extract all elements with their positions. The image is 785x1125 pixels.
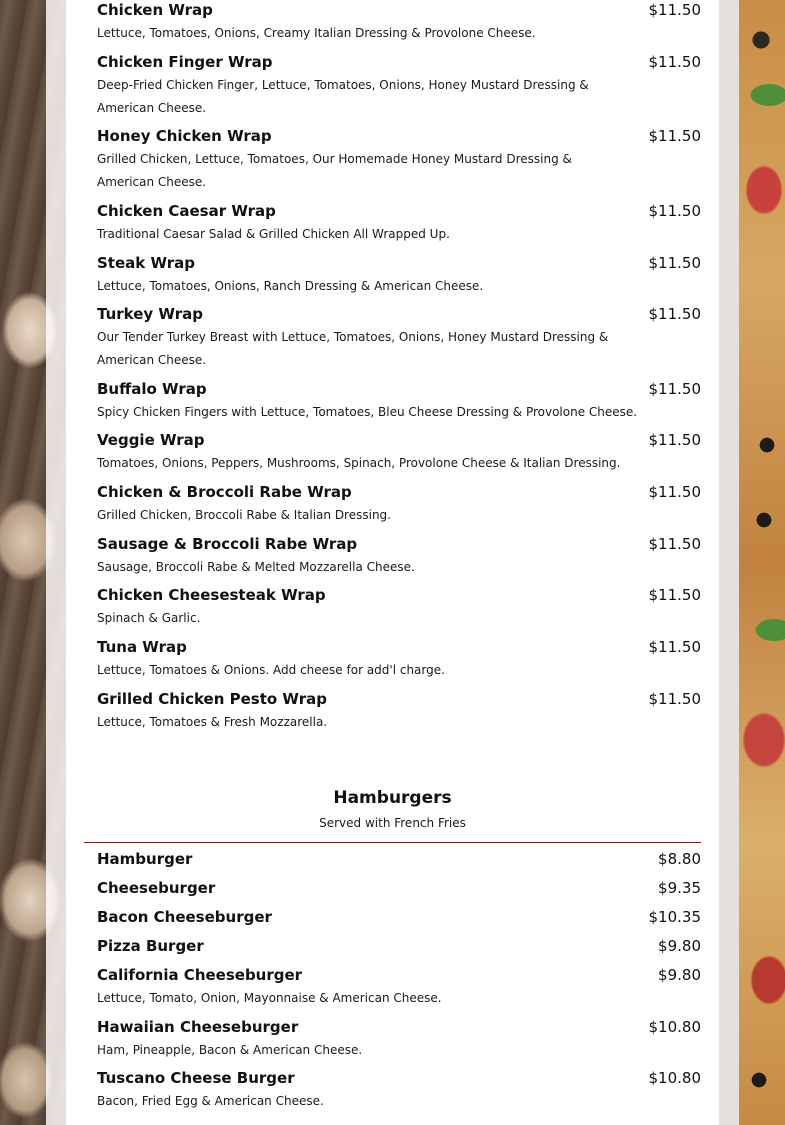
- item-name: Chicken Finger Wrap: [97, 53, 273, 71]
- item-price: $11.50: [648, 483, 701, 501]
- item-price: $10.80: [648, 1018, 701, 1036]
- item-price: $11.50: [648, 254, 701, 272]
- menu-item-chicken-wrap[interactable]: [97, 1, 701, 45]
- item-price: $8.80: [658, 850, 701, 868]
- item-description: Sausage, Broccoli Rabe & Melted Mozzarella Cheese.: [97, 560, 415, 574]
- background-photo-right: [739, 0, 785, 1125]
- item-name: California Cheeseburger: [97, 966, 303, 984]
- item-name: Pizza Burger: [97, 937, 204, 955]
- menu-item-chicken-broccoli-rabe-wrap[interactable]: [97, 483, 701, 527]
- section-divider: [84, 842, 701, 843]
- menu-item-tuscano-cheese-burger[interactable]: [97, 1069, 701, 1113]
- item-price: $11.50: [648, 305, 701, 323]
- item-price: $9.35: [658, 879, 701, 897]
- menu-item-bacon-cheeseburger[interactable]: [97, 908, 701, 926]
- item-name: Buffalo Wrap: [97, 380, 207, 398]
- item-name: Hawaiian Cheeseburger: [97, 1018, 299, 1036]
- item-name: Grilled Chicken Pesto Wrap: [97, 690, 327, 708]
- item-price: $11.50: [648, 202, 701, 220]
- item-name: Hamburger: [97, 850, 193, 868]
- item-description: Our Tender Turkey Breast with Lettuce, Tomatoes, Onions, Honey Mustard Dressing & American Cheese.: [97, 330, 609, 367]
- item-price: $11.50: [648, 1, 701, 19]
- menu-item-chicken-cheesesteak-wrap[interactable]: [97, 586, 701, 630]
- menu-item-buffalo-wrap[interactable]: [97, 380, 701, 424]
- item-description: Tomatoes, Onions, Peppers, Mushrooms, Spinach, Provolone Cheese & Italian Dressing.: [97, 456, 621, 470]
- item-name: Sausage & Broccoli Rabe Wrap: [97, 535, 358, 553]
- menu-item-veggie-wrap[interactable]: [97, 431, 701, 475]
- item-name: Veggie Wrap: [97, 431, 205, 449]
- item-description: Spinach & Garlic.: [97, 611, 201, 625]
- menu-item-hawaiian-cheeseburger[interactable]: [97, 1018, 701, 1062]
- item-price: $11.50: [648, 380, 701, 398]
- item-name: Tuna Wrap: [97, 638, 187, 656]
- section-title-hamburgers: Hamburgers: [333, 788, 452, 808]
- item-price: $9.80: [658, 937, 701, 955]
- menu-item-sausage-broccoli-rabe-wrap[interactable]: [97, 535, 701, 579]
- item-description: Deep-Fried Chicken Finger, Lettuce, Tomatoes, Onions, Honey Mustard Dressing & American Cheese.: [97, 78, 589, 115]
- menu-item-cheeseburger[interactable]: [97, 879, 701, 897]
- item-description: Lettuce, Tomatoes & Onions. Add cheese for add'l charge.: [97, 663, 445, 677]
- item-price: $11.50: [648, 431, 701, 449]
- item-name: Cheeseburger: [97, 879, 216, 897]
- item-description: Ham, Pineapple, Bacon & American Cheese.: [97, 1043, 363, 1057]
- panel-margin-right: [719, 0, 739, 1125]
- item-price: $10.80: [648, 1069, 701, 1087]
- item-price: $10.35: [648, 908, 701, 926]
- menu-item-pizza-burger[interactable]: [97, 937, 701, 955]
- menu-item-chicken-finger-wrap[interactable]: [97, 53, 701, 120]
- item-name: Chicken Wrap: [97, 1, 213, 19]
- item-name: Chicken Caesar Wrap: [97, 202, 276, 220]
- item-price: $11.50: [648, 127, 701, 145]
- menu-item-hamburger[interactable]: [97, 850, 701, 868]
- item-name: Chicken & Broccoli Rabe Wrap: [97, 483, 352, 501]
- section-subtitle: Served with French Fries: [319, 816, 466, 830]
- menu-item-honey-chicken-wrap[interactable]: [97, 127, 701, 194]
- menu-item-grilled-chicken-pesto-wrap[interactable]: [97, 690, 701, 734]
- menu-item-california-cheeseburger[interactable]: [97, 966, 701, 1010]
- item-description: Traditional Caesar Salad & Grilled Chicken All Wrapped Up.: [97, 227, 450, 241]
- item-price: $11.50: [648, 586, 701, 604]
- item-description: Lettuce, Tomatoes, Onions, Creamy Italian Dressing & Provolone Cheese.: [97, 26, 536, 40]
- item-price: $11.50: [648, 638, 701, 656]
- menu-item-turkey-wrap[interactable]: [97, 305, 701, 372]
- item-description: Bacon, Fried Egg & American Cheese.: [97, 1094, 324, 1108]
- item-description: Lettuce, Tomato, Onion, Mayonnaise & American Cheese.: [97, 991, 442, 1005]
- menu-item-tuna-wrap[interactable]: [97, 638, 701, 682]
- item-price: $11.50: [648, 535, 701, 553]
- item-name: Honey Chicken Wrap: [97, 127, 272, 145]
- item-name: Steak Wrap: [97, 254, 196, 272]
- item-description: Grilled Chicken, Lettuce, Tomatoes, Our Homemade Honey Mustard Dressing & American Cheese.: [97, 152, 572, 189]
- item-price: $9.80: [658, 966, 701, 984]
- item-name: Bacon Cheeseburger: [97, 908, 272, 926]
- item-price: $11.50: [648, 690, 701, 708]
- item-description: Lettuce, Tomatoes & Fresh Mozzarella.: [97, 715, 328, 729]
- item-description: Lettuce, Tomatoes, Onions, Ranch Dressing & American Cheese.: [97, 279, 484, 293]
- item-name: Tuscano Cheese Burger: [97, 1069, 295, 1087]
- item-name: Turkey Wrap: [97, 305, 203, 323]
- item-description: Grilled Chicken, Broccoli Rabe & Italian Dressing.: [97, 508, 391, 522]
- item-name: Chicken Cheesesteak Wrap: [97, 586, 326, 604]
- panel-margin-left: [46, 0, 66, 1125]
- item-description: Spicy Chicken Fingers with Lettuce, Tomatoes, Bleu Cheese Dressing & Provolone Cheese.: [97, 405, 638, 419]
- menu-item-chicken-caesar-wrap[interactable]: [97, 202, 701, 246]
- menu-item-steak-wrap[interactable]: [97, 254, 701, 298]
- item-price: $11.50: [648, 53, 701, 71]
